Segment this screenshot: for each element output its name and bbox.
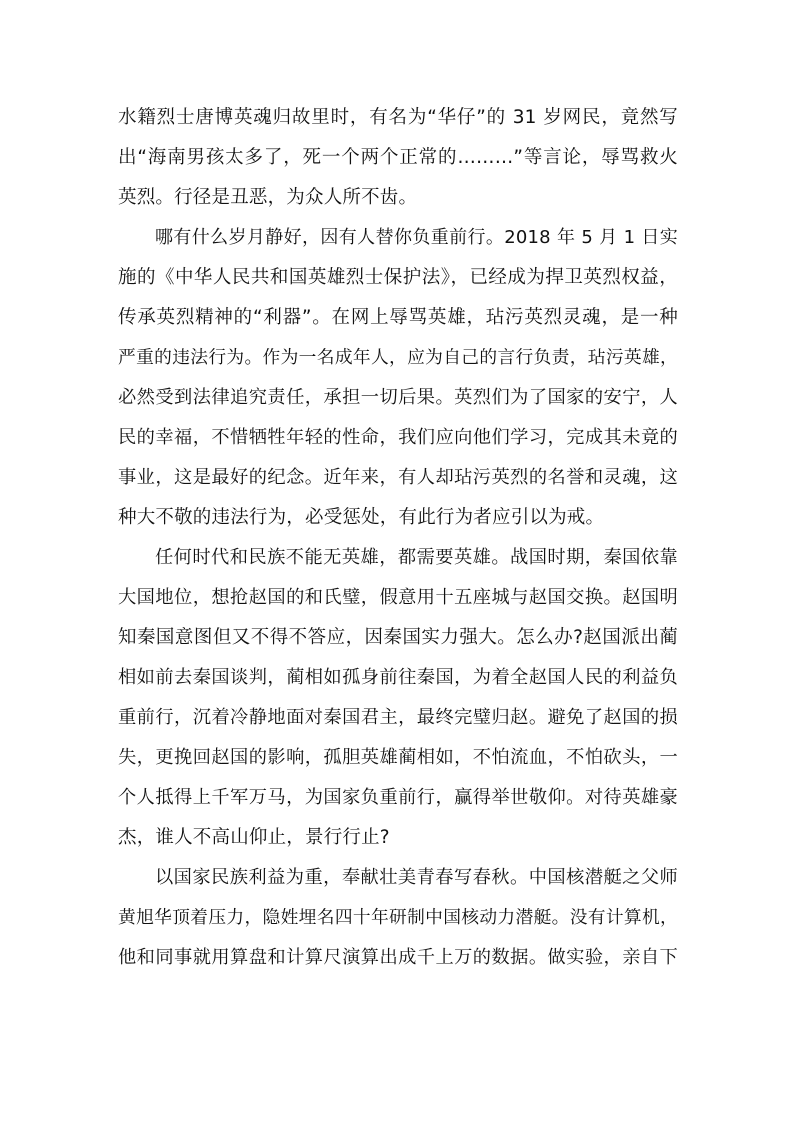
paragraph-first-line: 以国家民族利益为重，奉献壮美青春写春秋。中国核潜艇之父师 [155,867,678,888]
text-line: 英烈。行径是丑恶，为众人所不齿。 [118,187,418,208]
text-line: 知秦国意图但又不得不答应，因秦国实力强大。怎么办?赵国派出蔺 [118,627,678,648]
text-line: 他和同事就用算盘和计算尺演算出成千上万的数据。做实验，亲自下 [118,947,678,968]
text-line: 必然受到法律追究责任，承担一切后果。英烈们为了国家的安宁，人 [118,387,678,408]
text-line: 失，更挽回赵国的影响，孤胆英雄蔺相如，不怕流血，不怕砍头，一 [118,747,678,768]
text-line: 个人抵得上千军万马，为国家负重前行，赢得举世敬仰。对待英雄豪 [118,787,678,808]
text-line: 黄旭华顶着压力，隐姓埋名四十年研制中国核动力潜艇。没有计算机， [118,908,678,928]
text-line: 民的幸福，不惜牺牲年轻的性命，我们应向他们学习，完成其未竟的 [118,427,678,448]
text-line: 施的《中华人民共和国英雄烈士保护法》，已经成为捍卫英烈权益， [118,267,678,288]
text-line: 严重的违法行为。作为一名成年人，应为自己的言行负责，玷污英雄， [118,348,678,368]
text-line: 种大不敬的违法行为，必受惩处，有此行为者应引以为戒。 [118,507,605,528]
document-body [118,98,678,978]
text-line: 重前行，沉着冷静地面对秦国君主，最终完璧归赵。避免了赵国的损 [118,707,678,728]
text-line: 水籍烈士唐博英魂归故里时，有名为“华仔”的 31 岁网民，竟然写 [118,107,678,128]
text-line: 事业，这是最好的纪念。近年来，有人却玷污英烈的名誉和灵魂，这 [118,467,678,488]
text-line: 传承英烈精神的“利器”。在网上辱骂英雄，玷污英烈灵魂，是一种 [118,307,678,328]
paragraph-first-line: 任何时代和民族不能无英雄，都需要英雄。战国时期，秦国依靠 [155,547,678,568]
text-line: 杰，谁人不高山仰止，景行行止? [118,827,390,848]
text-line: 大国地位，想抢赵国的和氏璧，假意用十五座城与赵国交换。赵国明 [118,587,678,608]
text-line: 出“海南男孩太多了，死一个两个正常的………”等言论，辱骂救火 [118,147,678,168]
text-line: 相如前去秦国谈判，蔺相如孤身前往秦国，为着全赵国人民的利益负 [118,667,678,688]
paragraph-first-line: 哪有什么岁月静好，因有人替你负重前行。2018 年 5 月 1 日实 [155,227,678,248]
